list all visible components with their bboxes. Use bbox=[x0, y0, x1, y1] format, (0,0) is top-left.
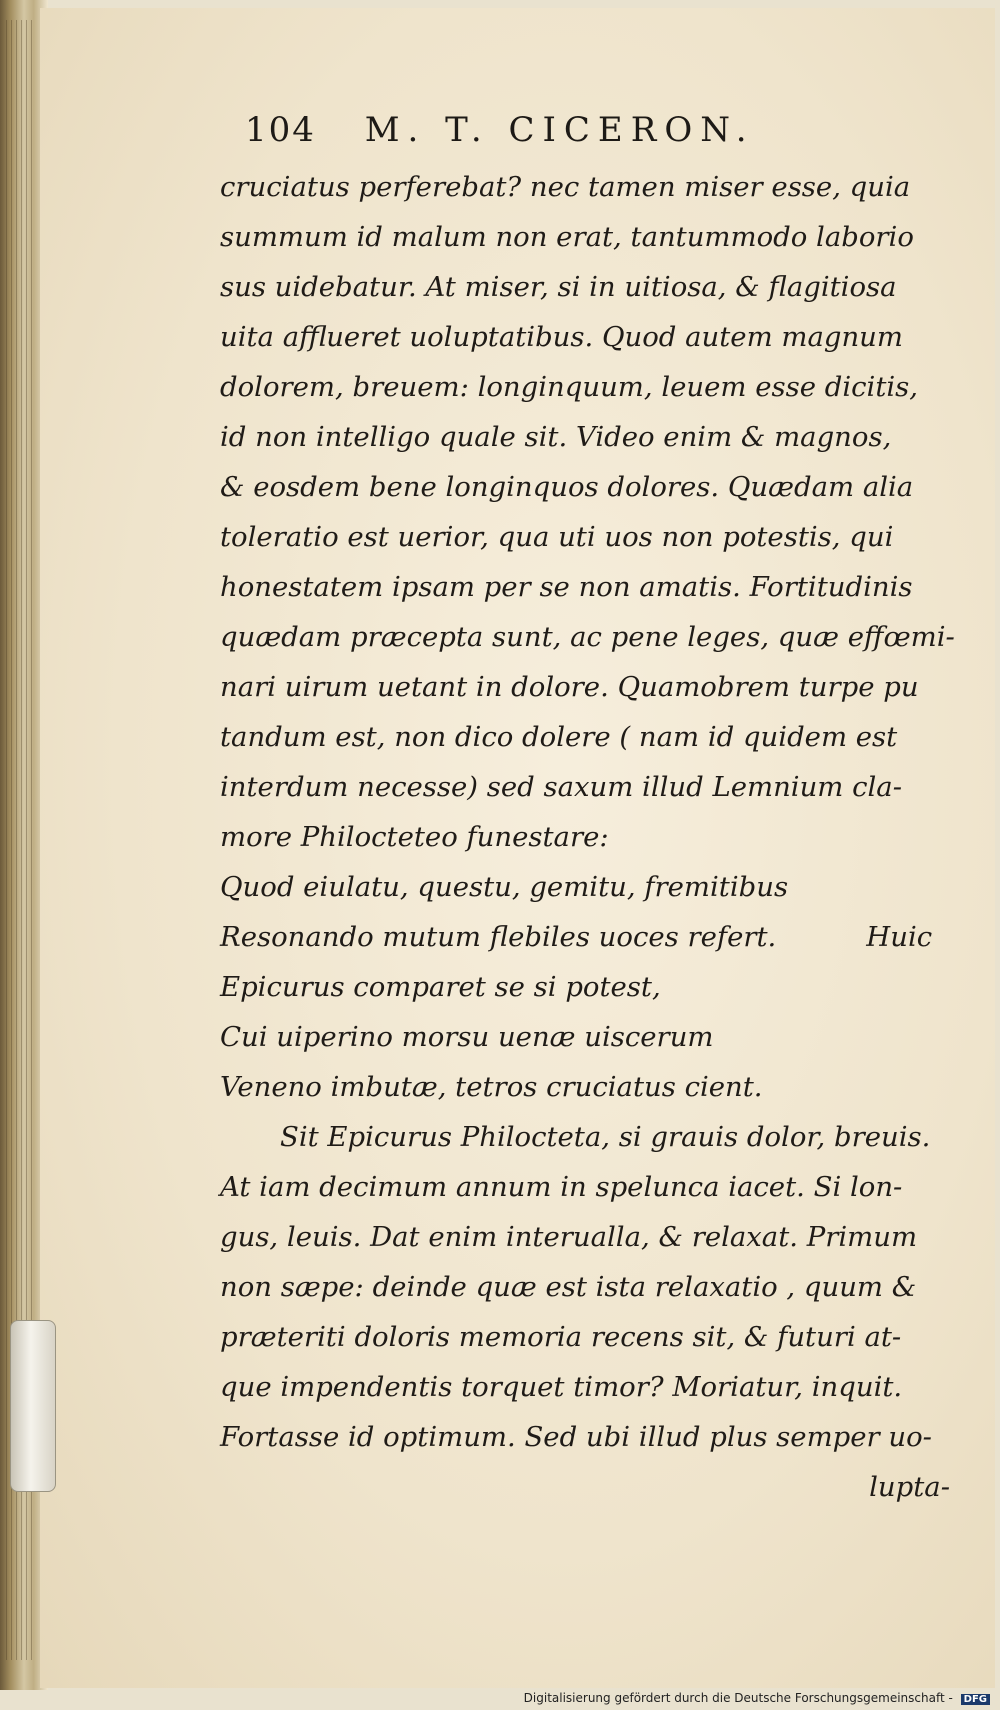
text-line: honestatem ipsam per se non amatis. Fortitudinis bbox=[220, 571, 913, 603]
catchword: lupta- bbox=[869, 1471, 950, 1503]
text-line: nari uirum uetant in dolore. Quamobrem turpe pu bbox=[220, 671, 919, 703]
text-line: dolorem, breuem: longinquum, leuem esse dicitis, bbox=[220, 371, 919, 403]
page-text bbox=[220, 162, 960, 1512]
text-line: que impendentis torquet timor? Moriatur, inquit. bbox=[220, 1371, 903, 1403]
text-line: cruciatus perferebat? nec tamen miser esse, quia bbox=[220, 171, 911, 203]
text-line: gus, leuis. Dat enim interualla, & relaxat. Primum bbox=[220, 1221, 918, 1253]
page-clip bbox=[10, 1320, 56, 1492]
text-line: more Philocteteo funestare: bbox=[220, 821, 609, 853]
text-line: non sæpe: deinde quæ est ista relaxatio , quum & bbox=[220, 1271, 917, 1303]
footer-text: Digitalisierung gefördert durch die Deutsche Forschungsgemeinschaft - bbox=[523, 1691, 953, 1705]
verse-line: Quod eiulatu, questu, gemitu, fremitibus bbox=[220, 871, 789, 903]
verse-line: Resonando mutum flebiles uoces refert. bbox=[220, 921, 777, 953]
verse-line: Veneno imbutæ, tetros cruciatus cient. bbox=[220, 1071, 763, 1103]
verse-line: Cui uiperino morsu uenæ uiscerum bbox=[220, 1021, 714, 1053]
running-head bbox=[245, 110, 755, 150]
text-line: Fortasse id optimum. Sed ubi illud plus semper uo- bbox=[220, 1421, 932, 1453]
dfg-logo: DFG bbox=[961, 1694, 990, 1705]
text-line: tandum est, non dico dolere ( nam id quidem est bbox=[220, 721, 898, 753]
page-number: 104 bbox=[245, 110, 316, 150]
text-line: & eosdem bene longinquos dolores. Quædam alia bbox=[220, 471, 914, 503]
text-line: Sit Epicurus Philocteta, si grauis dolor, breuis. bbox=[280, 1121, 931, 1153]
text-line: interdum necesse) sed saxum illud Lemnium cla- bbox=[220, 771, 902, 803]
text-line: id non intelligo quale sit. Video enim & magnos, bbox=[220, 421, 892, 453]
verse-line: Epicurus comparet se si potest, bbox=[220, 971, 661, 1003]
text-line: sus uidebatur. At miser, si in uitiosa, & flagitiosa bbox=[220, 271, 897, 303]
text-line: toleratio est uerior, qua uti uos non potestis, qui bbox=[220, 521, 894, 553]
text-line: præteriti doloris memoria recens sit, & futuri at- bbox=[220, 1321, 902, 1353]
running-title: M. T. CICERON. bbox=[364, 110, 755, 150]
verse-aside: Huic bbox=[866, 921, 933, 953]
verse-line-with-aside bbox=[220, 912, 960, 962]
text-line: summum id malum non erat, tantummodo laborio bbox=[220, 221, 914, 253]
text-line: quædam præcepta sunt, ac pene leges, quæ effœmi- bbox=[220, 621, 955, 653]
text-line: At iam decimum annum in spelunca iacet. Si lon- bbox=[220, 1171, 903, 1203]
digitization-footer bbox=[524, 1691, 990, 1705]
text-line: uita afflueret uoluptatibus. Quod autem magnum bbox=[220, 321, 903, 353]
